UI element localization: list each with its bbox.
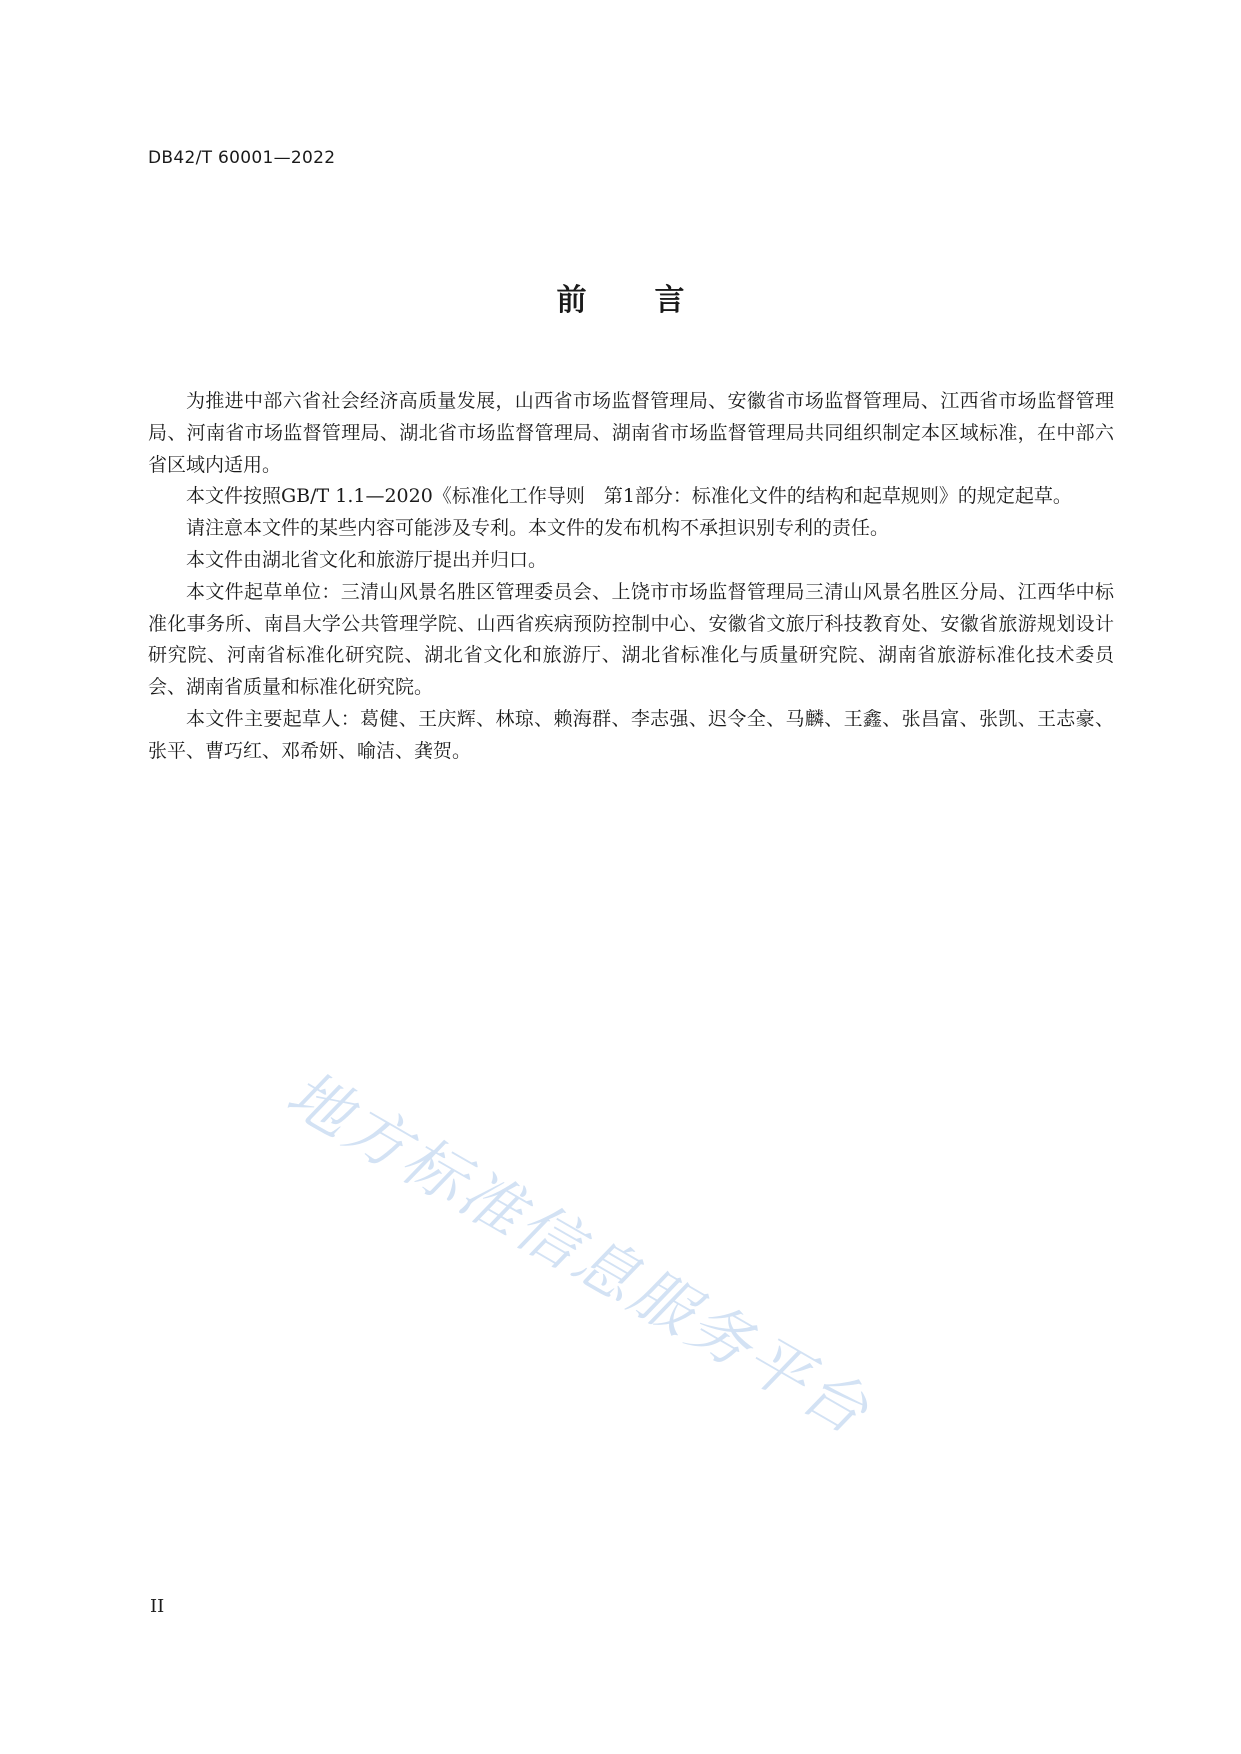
paragraph-proposer: 本文件由湖北省文化和旅游厅提出并归口。 (186, 548, 548, 571)
page-number: II (150, 1596, 165, 1617)
title-char-2: 言 (654, 283, 685, 318)
paragraph-drafters: 本文件主要起草人：葛健、王庆辉、林琼、赖海群、李志强、迟令全、马麟、王鑫、张昌富、张凯、王志豪、张平、曹巧红、邓希妍、喻洁、龚贺。 (148, 707, 1114, 762)
paragraph-drafting-rules: 本文件按照GB/T 1.1—2020《标准化工作导则 第1部分：标准化文件的结构和起草规则》的规定起草。 (186, 485, 1072, 508)
paragraph-patent-notice: 请注意本文件的某些内容可能涉及专利。本文件的发布机构不承担识别专利的责任。 (186, 517, 890, 540)
watermark: 地方标准信息服务平台 (275, 1056, 884, 1450)
document-code: DB42/T 60001—2022 (148, 148, 336, 168)
paragraph-purpose: 为推进中部六省社会经济高质量发展，山西省市场监督管理局、安徽省市场监督管理局、江西省市场监督管理局、河南省市场监督管理局、湖北省市场监督管理局、湖南省市场监督管理局共同组织制定本区域标准，在中部六省区域内适用。 (148, 390, 1114, 476)
page-title (0, 275, 1241, 319)
title-char-1: 前 (556, 283, 587, 318)
foreword-body (148, 386, 1114, 768)
paragraph-drafting-units: 本文件起草单位：三清山风景名胜区管理委员会、上饶市市场监督管理局三清山风景名胜区分局、江西华中标准化事务所、南昌大学公共管理学院、山西省疾病预防控制中心、安徽省文旅厅科技教育处、安徽省旅游规划设计研究院、河南省标准化研究院、湖北省文化和旅游厅、湖北省标准化与质量研究院、湖南省旅游标准化技术委员会、湖南省质量和标准化研究院。 (148, 580, 1114, 699)
